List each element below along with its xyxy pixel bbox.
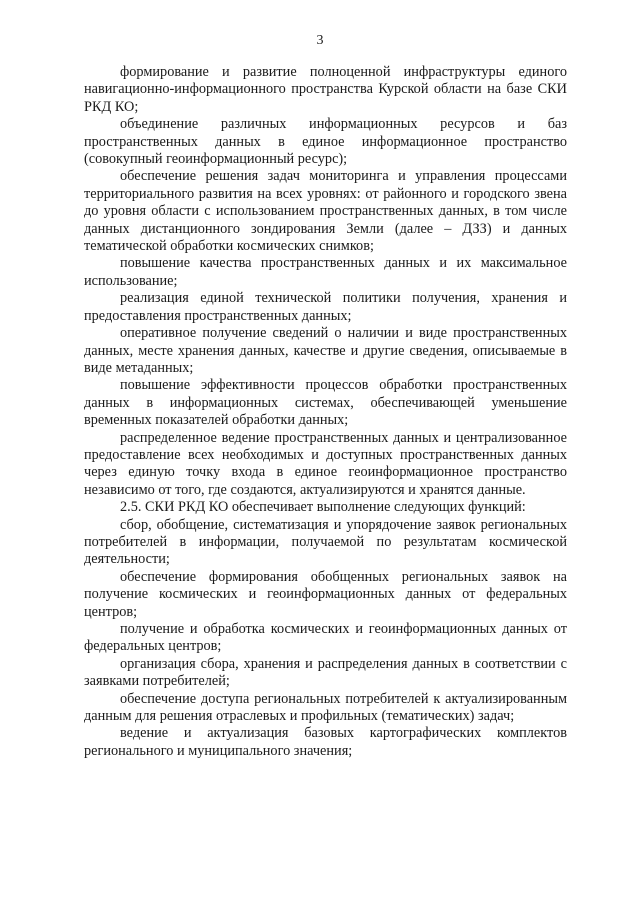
paragraph: организация сбора, хранения и распределения данных в соответствии с заявками потребителей; [84, 655, 567, 690]
paragraph: повышение эффективности процессов обработки пространственных данных в информационных системах, обеспечивающей уменьшение временных показателей обработки данных; [84, 377, 567, 429]
document-body [84, 64, 567, 760]
paragraph: распределенное ведение пространственных данных и централизованное предоставление всех необходимых и доступных пространственных данных через единую точку входа в единое геоинформационное пространство независимо от того, где создаются, актуализируются и хранятся данные. [84, 429, 567, 498]
paragraph: объединение различных информационных ресурсов и баз пространственных данных в единое информационное пространство (совокупный геоинформационный ресурс); [84, 116, 567, 168]
paragraph: оперативное получение сведений о наличии и виде пространственных данных, месте хранения данных, качестве и другие сведения, описываемые в виде метаданных; [84, 325, 567, 376]
paragraph: реализация единой технической политики получения, хранения и предоставления пространственных данных; [84, 290, 567, 324]
paragraph: обеспечение формирования обобщенных региональных заявок на получение космических и геоинформационных данных от федеральных центров; [84, 568, 567, 620]
paragraph: обеспечение доступа региональных потребителей к актуализированным данным для решения отраслевых и профильных (тематических) задач; [84, 690, 567, 725]
section-heading: 2.5. СКИ РКД КО обеспечивает выполнение следующих функций: [120, 499, 526, 516]
paragraph: сбор, обобщение, систематизация и упорядочение заявок региональных потребителей в информации, получаемой по результатам космической деятельности; [84, 516, 567, 568]
paragraph: повышение качества пространственных данных и их максимальное использование; [84, 255, 567, 289]
paragraph: получение и обработка космических и геоинформационных данных от федеральных центров; [84, 621, 567, 655]
paragraph: формирование и развитие полноценной инфраструктуры единого навигационно-информационного пространства Курской области на базе СКИ РКД КО; [84, 64, 567, 115]
paragraph: обеспечение решения задач мониторинга и управления процессами территориального развития на всех уровнях: от районного и городского звена до уровня области с использованием пространственных данных, в том числе данных дистанционного зондирования Земли (далее – ДЗЗ) и данных тематической обработки космических снимков; [84, 168, 567, 255]
page-number: 3 [316, 33, 324, 48]
paragraph: ведение и актуализация базовых картографических комплектов регионального и муниципального значения; [84, 725, 567, 759]
